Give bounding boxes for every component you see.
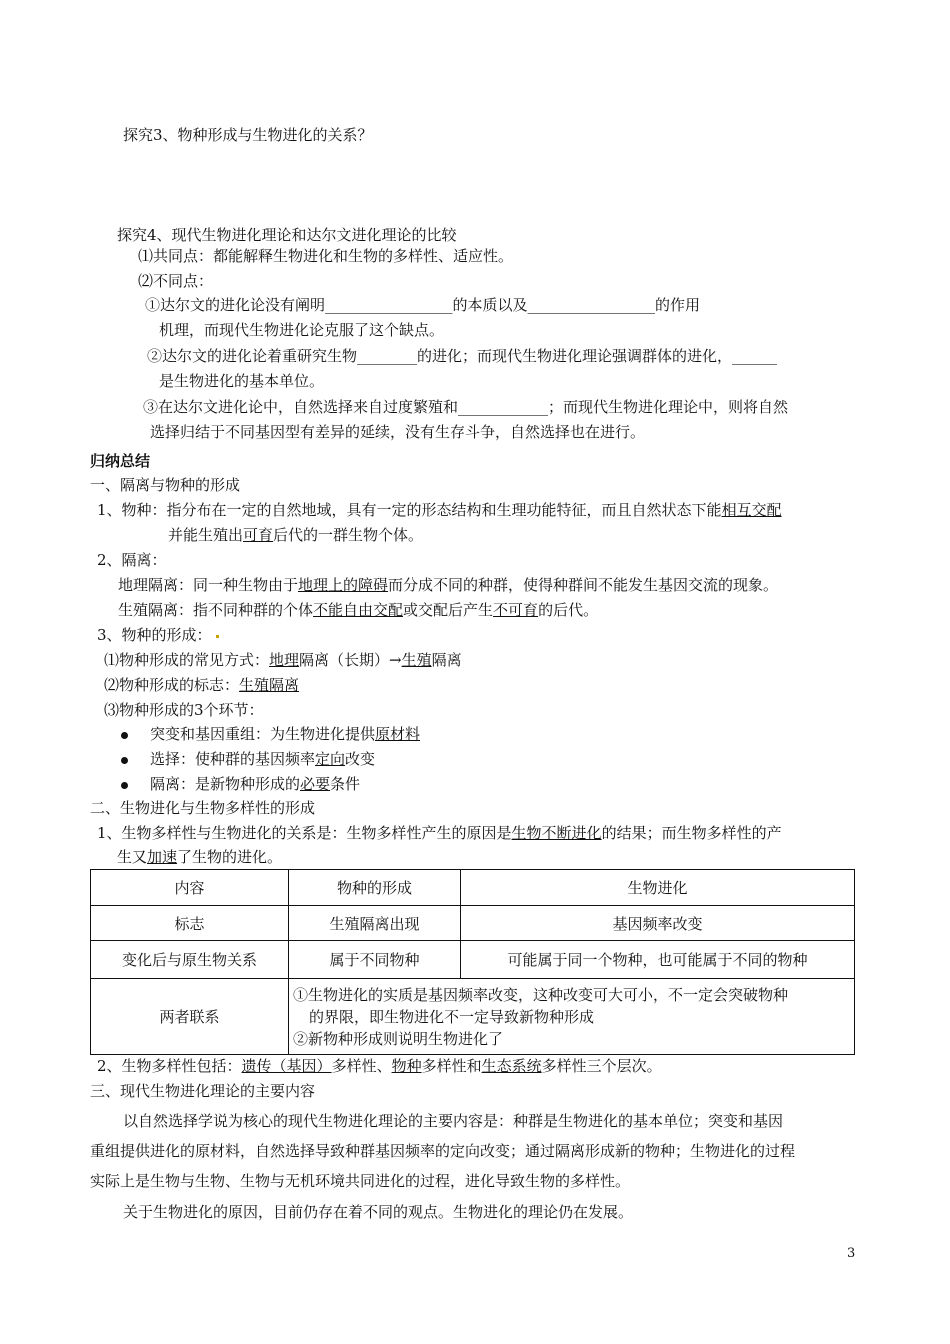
table-cell: 变化后与原生物关系 — [91, 941, 289, 979]
table-cell: 可能属于同一个物种，也可能属于不同的物种 — [461, 941, 855, 979]
table-header-cell: 物种的形成 — [289, 870, 461, 906]
formation-marker: ⑵物种形成的标志：生殖隔离 — [104, 676, 300, 694]
explore4-point1: ①达尔文的进化论没有阐明_________________的本质以及_________________的作用 — [145, 296, 701, 314]
table-cell: 标志 — [91, 906, 289, 941]
explore4-same: ⑴共同点：都能解释生物进化和生物的多样性、适应性。 — [138, 247, 514, 265]
section1-heading: 一、隔离与物种的形成 — [90, 476, 241, 494]
summary-title: 归纳总结 — [90, 452, 151, 470]
explore4-heading: 探究4、现代生物进化理论和达尔文进化理论的比较 — [117, 226, 457, 244]
species-definition: 1、物种：指分布在一定的自然地域，具有一定的形态结构和生理功能特征，而且自然状态下能相互交配 — [97, 501, 782, 519]
explore4-point3: ③在达尔文进化论中，自然选择来自过度繁殖和____________；而现代生物进化理论中，则将自然 — [143, 398, 789, 416]
reproductive-isolation: 生殖隔离：指不同种群的个体不能自由交配或交配后产生不可育的后代。 — [118, 601, 599, 619]
theory-paragraph: 以自然选择学说为核心的现代生物进化理论的主要内容是：种群是生物进化的基本单位；突变和基因 — [123, 1112, 784, 1130]
table-header-cell: 内容 — [91, 870, 289, 906]
page-number: 3 — [847, 1246, 856, 1261]
formation-mode: ⑴物种形成的常见方式：地理隔离（长期）→生殖隔离 — [104, 651, 462, 669]
explore4-point1-cont: 机理，而现代生物进化论克服了这个缺点。 — [159, 321, 445, 339]
table-row — [91, 941, 855, 979]
isolation-heading: 2、隔离： — [97, 551, 167, 569]
section2-heading: 二、生物进化与生物多样性的形成 — [90, 799, 316, 817]
bullet-mutation: 突变和基因重组：为生物进化提供原材料 — [121, 723, 420, 745]
explore3-heading: 探究3、物种形成与生物进化的关系？ — [123, 126, 373, 144]
comparison-table — [90, 869, 855, 1055]
table-cell: 属于不同物种 — [289, 941, 461, 979]
table-header-cell: 生物进化 — [461, 870, 855, 906]
marker-dot — [216, 635, 219, 638]
theory-paragraph-cont: 重组提供进化的原材料，自然选择导致种群基因频率的定向改变；通过隔离形成新的物种；生物进化的过程 — [90, 1142, 796, 1160]
table-header-row — [91, 870, 855, 906]
formation-steps: ⑶物种形成的3个环节： — [104, 701, 264, 719]
section3-heading: 三、现代生物进化理论的主要内容 — [90, 1082, 316, 1100]
explore4-point3-cont: 选择归结于不同基因型有差异的延续，没有生存斗争，自然选择也在进行。 — [150, 423, 646, 441]
bullet-icon — [121, 732, 128, 739]
theory-closing: 关于生物进化的原因，目前仍存在着不同的观点。生物进化的理论仍在发展。 — [123, 1203, 634, 1221]
bullet-isolation: 隔离：是新物种形成的必要条件 — [121, 773, 360, 795]
table-cell: 两者联系 — [91, 979, 289, 1055]
diversity-relation-cont: 生又加速了生物的进化。 — [117, 848, 283, 866]
formation-heading: 3、物种的形成： — [97, 624, 219, 646]
bullet-icon — [121, 782, 128, 789]
table-row — [91, 979, 855, 1055]
table-row — [91, 906, 855, 941]
species-definition-cont: 并能生殖出可育后代的一群生物个体。 — [168, 526, 424, 544]
table-cell: 生殖隔离出现 — [289, 906, 461, 941]
theory-paragraph-cont: 实际上是生物与生物、生物与无机环境共同进化的过程，进化导致生物的多样性。 — [90, 1172, 631, 1190]
table-cell: 基因频率改变 — [461, 906, 855, 941]
table-cell-link: ①生物进化的实质是基因频率改变，这种改变可大可小，不一定会突破物种 的界限，即生物进化不一定导致新物种形成 ②新物种形成则说明生物进化了 — [289, 979, 855, 1055]
geographic-isolation: 地理隔离：同一种生物由于地理上的障碍而分成不同的种群，使得种群间不能发生基因交流的现象。 — [118, 576, 779, 594]
bullet-selection: 选择：使种群的基因频率定向改变 — [121, 748, 375, 770]
explore4-point2-cont: 是生物进化的基本单位。 — [159, 372, 325, 390]
diversity-relation: 1、生物多样性与生物进化的关系是：生物多样性产生的原因是生物不断进化的结果；而生物多样性的产 — [97, 824, 782, 842]
bullet-icon — [121, 757, 128, 764]
explore4-point2: ②达尔文的进化论着重研究生物________的进化；而现代生物进化理论强调群体的进化，______ — [147, 347, 778, 365]
diversity-levels: 2、生物多样性包括：遗传（基因）多样性、物种多样性和生态系统多样性三个层次。 — [97, 1057, 662, 1075]
explore4-diff: ⑵不同点： — [138, 272, 214, 290]
